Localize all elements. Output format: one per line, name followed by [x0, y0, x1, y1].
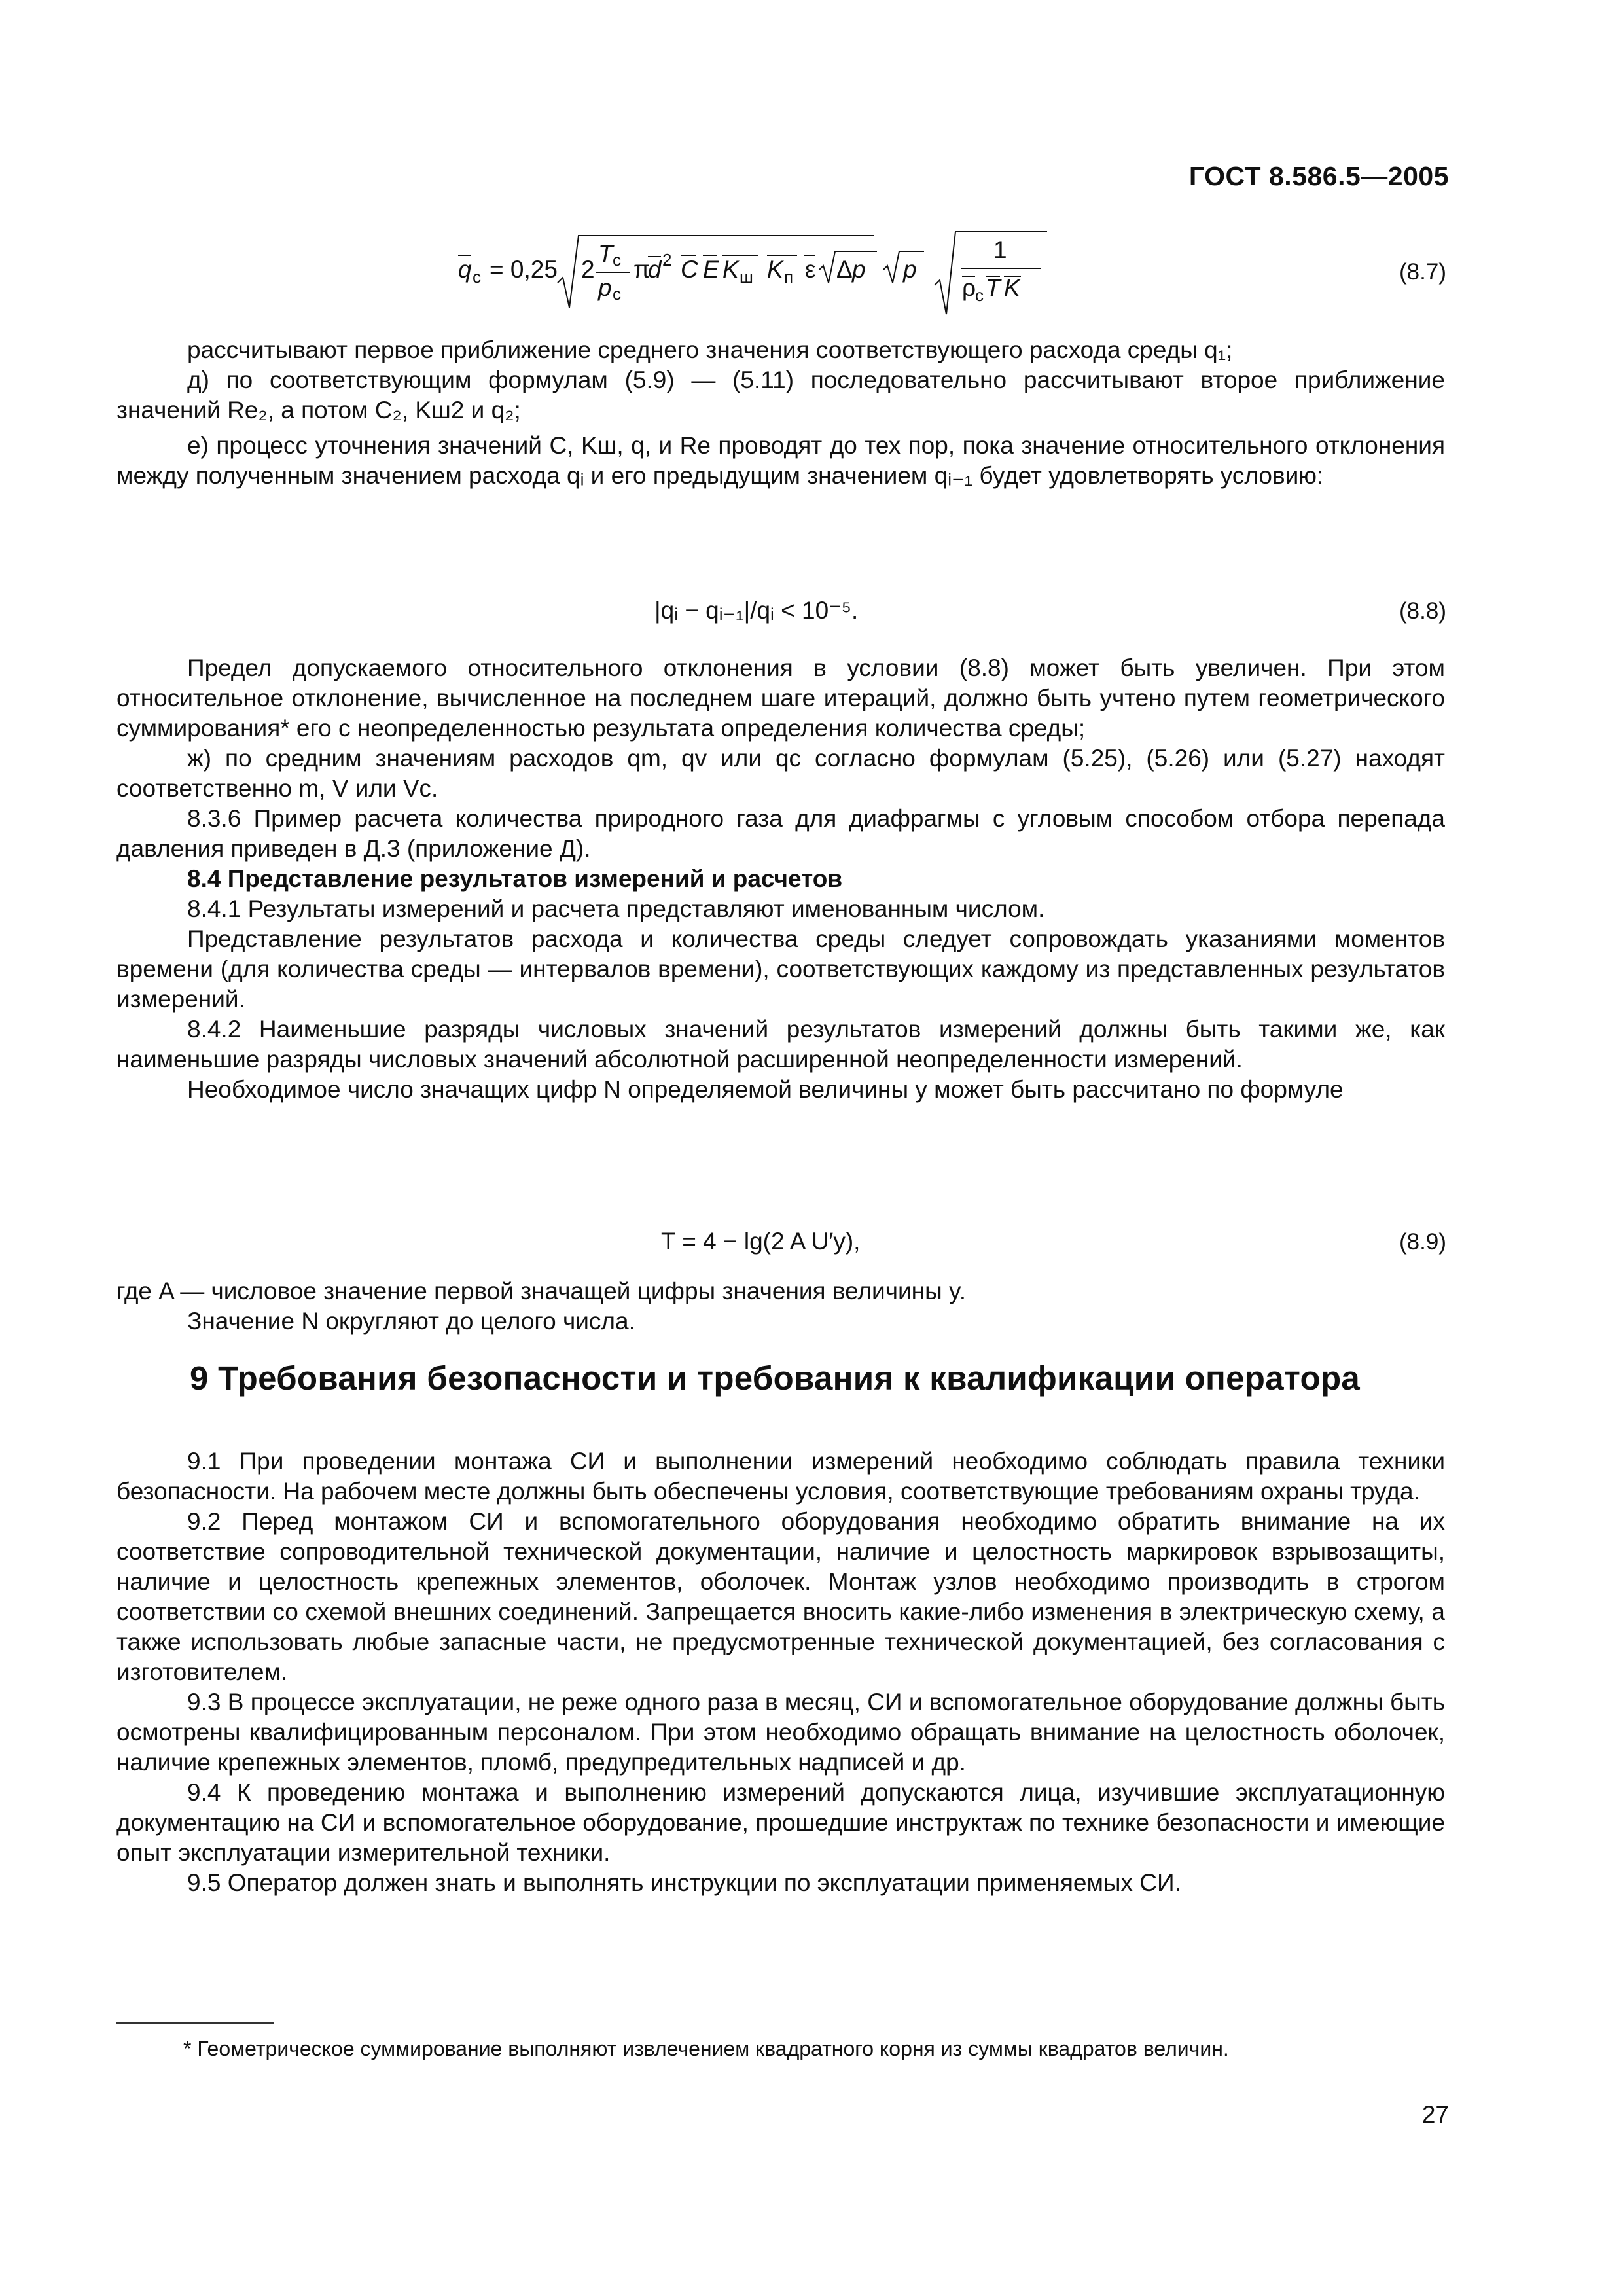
- svg-text:p: p: [852, 256, 866, 283]
- formula-8-9: T = 4 − lg(2 A U′y),: [661, 1228, 861, 1255]
- svg-text:p: p: [903, 256, 917, 283]
- paragraph: 8.4.1 Результаты измерений и расчета представляют именованным числом.: [187, 895, 1045, 922]
- svg-text:1: 1: [993, 236, 1007, 263]
- standard-code-header: ГОСТ 8.586.5—2005: [1188, 161, 1449, 191]
- svg-text:E: E: [703, 256, 719, 283]
- svg-text:c: c: [613, 250, 621, 270]
- paragraph: 9.1 При проведении монтажа СИ и выполнении измерений необходимо соблюдать правила техники безопасности. На рабочем месте должны быть обеспечены условия, соответствующие требованиям охраны труда.: [116, 1448, 1445, 1505]
- svg-text:K: K: [1004, 274, 1020, 301]
- svg-text:ш: ш: [740, 267, 753, 287]
- svg-text:p: p: [598, 274, 612, 301]
- svg-text:c: c: [473, 267, 481, 287]
- equation-number-8-7: (8.7): [1399, 259, 1446, 285]
- paragraph: 9.2 Перед монтажом СИ и вспомогательного оборудования необходимо обратить внимание на их соответствие сопроводительной технической документации, наличие и целостность маркировок взрывозащиты, наличие и целостность крепежных элементов, оболочек. Монтаж узлов необходимо производить в строгом соответствии со схемой внешних соединений. Запрещается вносить какие-либо изменения в электрическую схему, а также использовать любые запасные части, не предусмотренные технической документацией, без согласования с изготовителем.: [116, 1508, 1445, 1685]
- section-9-title: 9 Требования безопасности и требования к квалификации оператора: [190, 1359, 1361, 1397]
- text-block-1: [116, 335, 1445, 491]
- svg-text:ε: ε: [805, 256, 816, 283]
- equation-number-8-8: (8.8): [1399, 598, 1446, 624]
- svg-text:ρ: ρ: [962, 274, 976, 301]
- svg-text:d: d: [648, 256, 662, 283]
- paragraph: рассчитывают первое приближение среднего значения соответствующего расхода среды q₁;: [187, 336, 1233, 363]
- footnote: * Геометрическое суммирование выполняют извлечением квадратного корня из суммы квадратов величин.: [183, 2037, 1229, 2060]
- svg-text:T: T: [598, 240, 613, 267]
- text-block-2: [116, 653, 1445, 1105]
- svg-text:c: c: [975, 285, 984, 305]
- page-number: 27: [1421, 2101, 1449, 2128]
- paragraph: Значение N округляют до целого числа.: [187, 1308, 635, 1335]
- paragraph: е) процесс уточнения значений C, Kш, q, и Re проводят до тех пор, пока значение относительного отклонения между полученным значением расхода qᵢ и его предыдущим значением qᵢ₋₁ будет удовлетворять условию:: [116, 432, 1445, 489]
- subsection-heading-8-4: 8.4 Представление результатов измерений и расчетов: [187, 865, 843, 892]
- paragraph: где A — числовое значение первой значащей цифры значения величины y.: [116, 1278, 966, 1304]
- paragraph: Представление результатов расхода и количества среды следует сопровождать указаниями моментов времени (для количества среды — интервалов времени), соответствующих каждому из представленных результатов измерений.: [116, 925, 1445, 1013]
- svg-text:T: T: [986, 274, 1001, 301]
- paragraph: 8.3.6 Пример расчета количества природного газа для диафрагмы с угловым способом отбора перепада давления приведен в Д.3 (приложение Д).: [116, 805, 1445, 862]
- formula-8-7: [458, 223, 1152, 321]
- paragraph: Предел допускаемого относительного отклонения в условии (8.8) может быть увеличен. При этом относительное отклонение, вычисленное на последнем шаге итераций, должно быть учтено путем геометрического суммирования* его с неопределенностью результата определения количества среды;: [116, 655, 1445, 742]
- footnote-divider: [116, 2022, 274, 2024]
- paragraph: 9.3 В процессе эксплуатации, не реже одного раза в месяц, СИ и вспомогательное оборудование должны быть осмотрены квалифицированным персоналом. При этом необходимо обращать внимание на целостность оболочек, наличие крепежных элементов, пломб, предупредительных надписей и др.: [116, 1689, 1445, 1776]
- paragraph: д) по соответствующим формулам (5.9) — (5.11) последовательно рассчитывают второе приближение значений Re₂, а потом C₂, Kш2 и q₂;: [116, 367, 1445, 423]
- paragraph: 9.5 Оператор должен знать и выполнять инструкции по эксплуатации применяемых СИ.: [187, 1869, 1181, 1896]
- paragraph: ж) по средним значениям расходов qm, qv или qc согласно формулам (5.25), (5.26) или (5.27) находят соответственно m, V или Vc.: [116, 745, 1445, 802]
- svg-text:2: 2: [581, 256, 595, 283]
- paragraph: Необходимое число значащих цифр N определяемой величины y может быть рассчитано по формуле: [187, 1076, 1344, 1103]
- svg-text:2: 2: [662, 250, 672, 270]
- paragraph: 8.4.2 Наименьшие разряды числовых значений результатов измерений должны быть такими же, как наименьшие разряды числовых значений абсолютной расширенной неопределенности измерений.: [116, 1016, 1445, 1073]
- section-9-text: [116, 1446, 1445, 1898]
- svg-text:q: q: [458, 256, 472, 283]
- paragraph: 9.4 К проведению монтажа и выполнению измерений допускаются лица, изучившие эксплуатационную документацию на СИ и вспомогательное оборудование, прошедшие инструктаж по технике безопасности и имеющие опыт эксплуатации измерительной техники.: [116, 1779, 1445, 1866]
- svg-text:K: K: [722, 256, 739, 283]
- equation-number-8-9: (8.9): [1399, 1229, 1446, 1255]
- svg-text:K: K: [767, 256, 783, 283]
- formula-8-8: |qᵢ − qᵢ₋₁|/qᵢ < 10⁻⁵.: [654, 597, 859, 624]
- svg-text:п: п: [784, 267, 794, 287]
- svg-text:= 0,25: = 0,25: [490, 256, 558, 283]
- formula-8-7-graphic: [458, 223, 1152, 321]
- svg-text:π: π: [633, 256, 651, 283]
- svg-text:c: c: [613, 284, 621, 304]
- svg-text:C: C: [681, 256, 698, 283]
- text-block-3: [116, 1276, 1445, 1336]
- svg-text:Δ: Δ: [836, 256, 853, 283]
